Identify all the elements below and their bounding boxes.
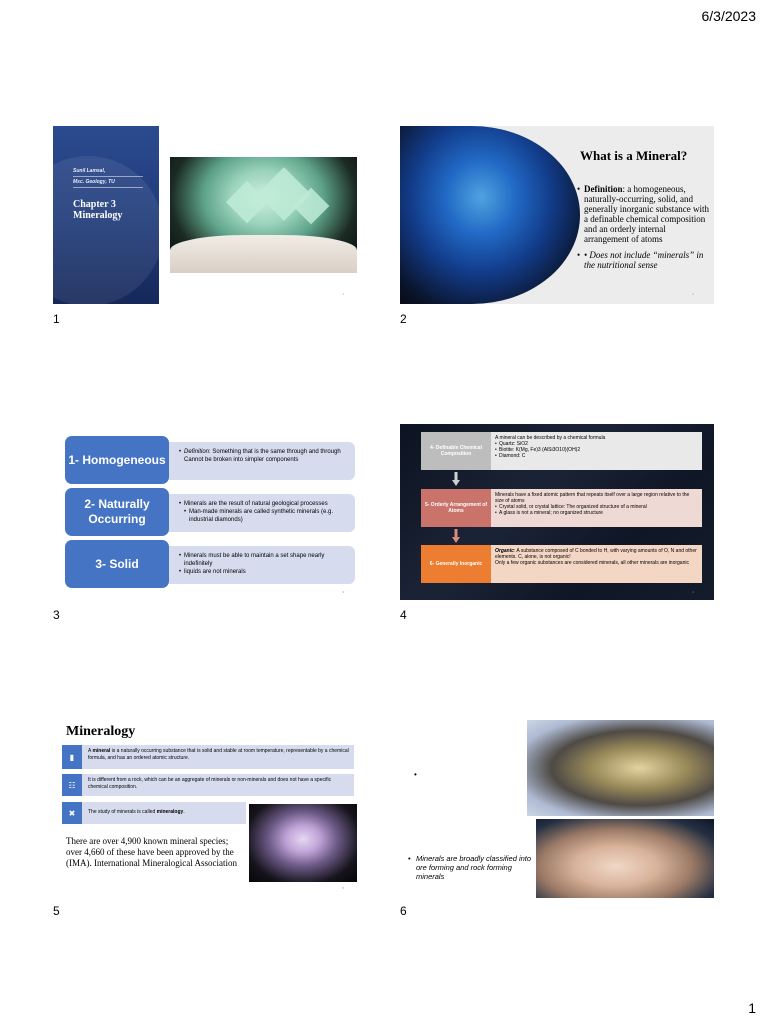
tools-icon: ✖ <box>62 802 82 824</box>
description-intro <box>495 548 698 560</box>
description-item: • liquids are not minerals <box>179 568 349 576</box>
slide-title: What is a Mineral? <box>580 148 688 163</box>
slide-number: 1 <box>53 312 60 326</box>
title-line-2: Mineralogy <box>73 210 123 221</box>
property-row <box>421 489 702 527</box>
row-text: . <box>183 809 185 815</box>
slide-5-thumbnail[interactable] <box>53 720 358 894</box>
description-text: : A substance composed of C bonded to H, with varying amounts of O, N and other elements. C, alone, is not organic! <box>495 548 697 560</box>
row-text: A <box>88 748 93 754</box>
shelf-icon: ☷ <box>62 774 82 796</box>
slide-4-thumbnail[interactable] <box>400 424 714 600</box>
slide-corner-number: 3 <box>342 590 344 594</box>
rock-base <box>170 235 357 273</box>
property-label: 6- Generally Inorganic <box>421 545 491 583</box>
amethyst-photo <box>249 804 357 882</box>
slide-2-thumbnail[interactable] <box>400 126 714 304</box>
property-row <box>65 540 355 588</box>
bullet-exclusion <box>578 250 712 270</box>
slide-number: 6 <box>400 904 407 918</box>
property-description <box>155 494 355 532</box>
classification-body: Minerals are broadly classified into ore forming and rock forming minerals <box>416 854 532 881</box>
description-extra: Only a few organic substances are considered minerals, all other minerals are inorganic <box>495 560 689 566</box>
slide-3-thumbnail[interactable] <box>53 424 358 602</box>
description-intro: Minerals have a fixed atomic pattern that repeats itself over a large region relative to the size of atoms <box>495 492 690 504</box>
book-icon: ▮ <box>62 745 82 769</box>
slide-number: 4 <box>400 608 407 622</box>
pyrite-photo <box>527 720 714 816</box>
property-label: 4- Definable Chemical Composition <box>421 432 491 470</box>
description-item: • Biotite: K(Mg, Fe)3 (AlSi3O10)(OH)2 <box>495 447 698 453</box>
description-item: • Minerals are the result of natural geological processes <box>179 500 349 508</box>
description-item: • Quartz: SiO2 <box>495 441 698 447</box>
description-subitem: • Man-made minerals are called synthetic minerals (e.g. industrial diamonds) <box>179 508 349 524</box>
row-text: is a naturally occurring substance that is solid and stable at room temperature, representable by a chemical formula, and has an ordered atomic structure. <box>88 748 349 761</box>
property-description <box>491 489 702 527</box>
property-badge: 3- Solid <box>65 540 169 588</box>
author-name: Sunil Lamsal, <box>73 166 143 177</box>
down-arrow-icon <box>452 529 460 543</box>
definition-text <box>572 184 712 276</box>
property-row <box>65 436 355 484</box>
row-bold: mineral <box>92 748 111 754</box>
row-text: It is different from a rock, which can be an aggregate of minerals or non-minerals and does not have a specific chemical composition. <box>88 777 332 790</box>
property-row <box>421 432 702 470</box>
description-item: • Diamond: C <box>495 453 698 459</box>
page-number: 1 <box>748 1000 756 1016</box>
property-description <box>491 545 702 583</box>
description-item <box>179 448 349 464</box>
description-intro: A mineral can be described by a chemical formula <box>495 435 606 441</box>
mineral-count-text: There are over 4,900 known mineral species; over 4,660 of these have been approved by the (IMA). International Mineralogical Association <box>66 836 237 868</box>
info-row <box>62 802 246 824</box>
title-line-1: Chapter 3 <box>73 199 116 210</box>
calcite-photo <box>536 819 714 898</box>
fluorite-photo <box>170 157 357 273</box>
property-row <box>421 545 702 583</box>
down-arrow-icon <box>452 472 460 486</box>
slide-number: 2 <box>400 312 407 326</box>
property-description <box>491 432 702 470</box>
slide-corner-number: 2 <box>692 292 694 296</box>
slide-6-thumbnail[interactable] <box>400 720 714 898</box>
description-item: • Crystal solid, or crystal lattice: The organized structure of a mineral <box>495 504 698 510</box>
slide-title <box>73 199 122 221</box>
row-text: The study of minerals is called <box>88 809 157 815</box>
property-label: 5- Orderly Arrangement of Atoms <box>421 489 491 527</box>
info-row <box>62 745 354 769</box>
crystal-shape <box>226 181 268 223</box>
bullet-mark: • <box>408 854 411 863</box>
title-panel <box>53 126 159 304</box>
description-text: : Something that is the same through and through Cannot be broken into simpler components <box>184 449 341 463</box>
print-date: 6/3/2023 <box>701 8 756 24</box>
property-description <box>155 442 355 480</box>
slide-corner-number: 4 <box>692 590 694 594</box>
description-em: Organic <box>495 548 514 554</box>
property-row <box>65 488 355 536</box>
author-block <box>73 166 143 188</box>
property-description <box>155 546 355 584</box>
description-item: • Minerals must be able to maintain a set shape nearly indefinitely <box>179 552 349 568</box>
description-item: • A glass is not a mineral; no organized structure <box>495 510 698 516</box>
definition-body: : a homogeneous, naturally-occurring, solid, and generally inorganic substance with a definable chemical composition and an orderly internal arrangement of atoms <box>584 184 710 244</box>
property-badge: 2- Naturally Occurring <box>65 488 169 536</box>
classification-text <box>408 854 536 881</box>
slide-1-thumbnail[interactable] <box>53 126 358 304</box>
slide-corner-number: 5 <box>342 886 344 890</box>
description-em: Definition <box>184 449 210 455</box>
info-row <box>62 774 354 796</box>
slide-number: 3 <box>53 608 60 622</box>
definition-term: Definition <box>584 184 623 194</box>
row-bold: mineralogy <box>156 809 184 815</box>
empty-bullet: • <box>414 770 417 779</box>
bullet-definition <box>578 184 712 244</box>
exclusion-text: • Does not include “minerals” in the nutritional sense <box>584 250 704 270</box>
slide-title: Mineralogy <box>66 724 136 739</box>
slide-corner-number: 1 <box>342 292 344 296</box>
azurite-photo <box>400 126 580 304</box>
slide-number: 5 <box>53 904 60 918</box>
author-degree: Msc. Geology, TU <box>73 177 143 188</box>
property-badge: 1- Homogeneous <box>65 436 169 484</box>
